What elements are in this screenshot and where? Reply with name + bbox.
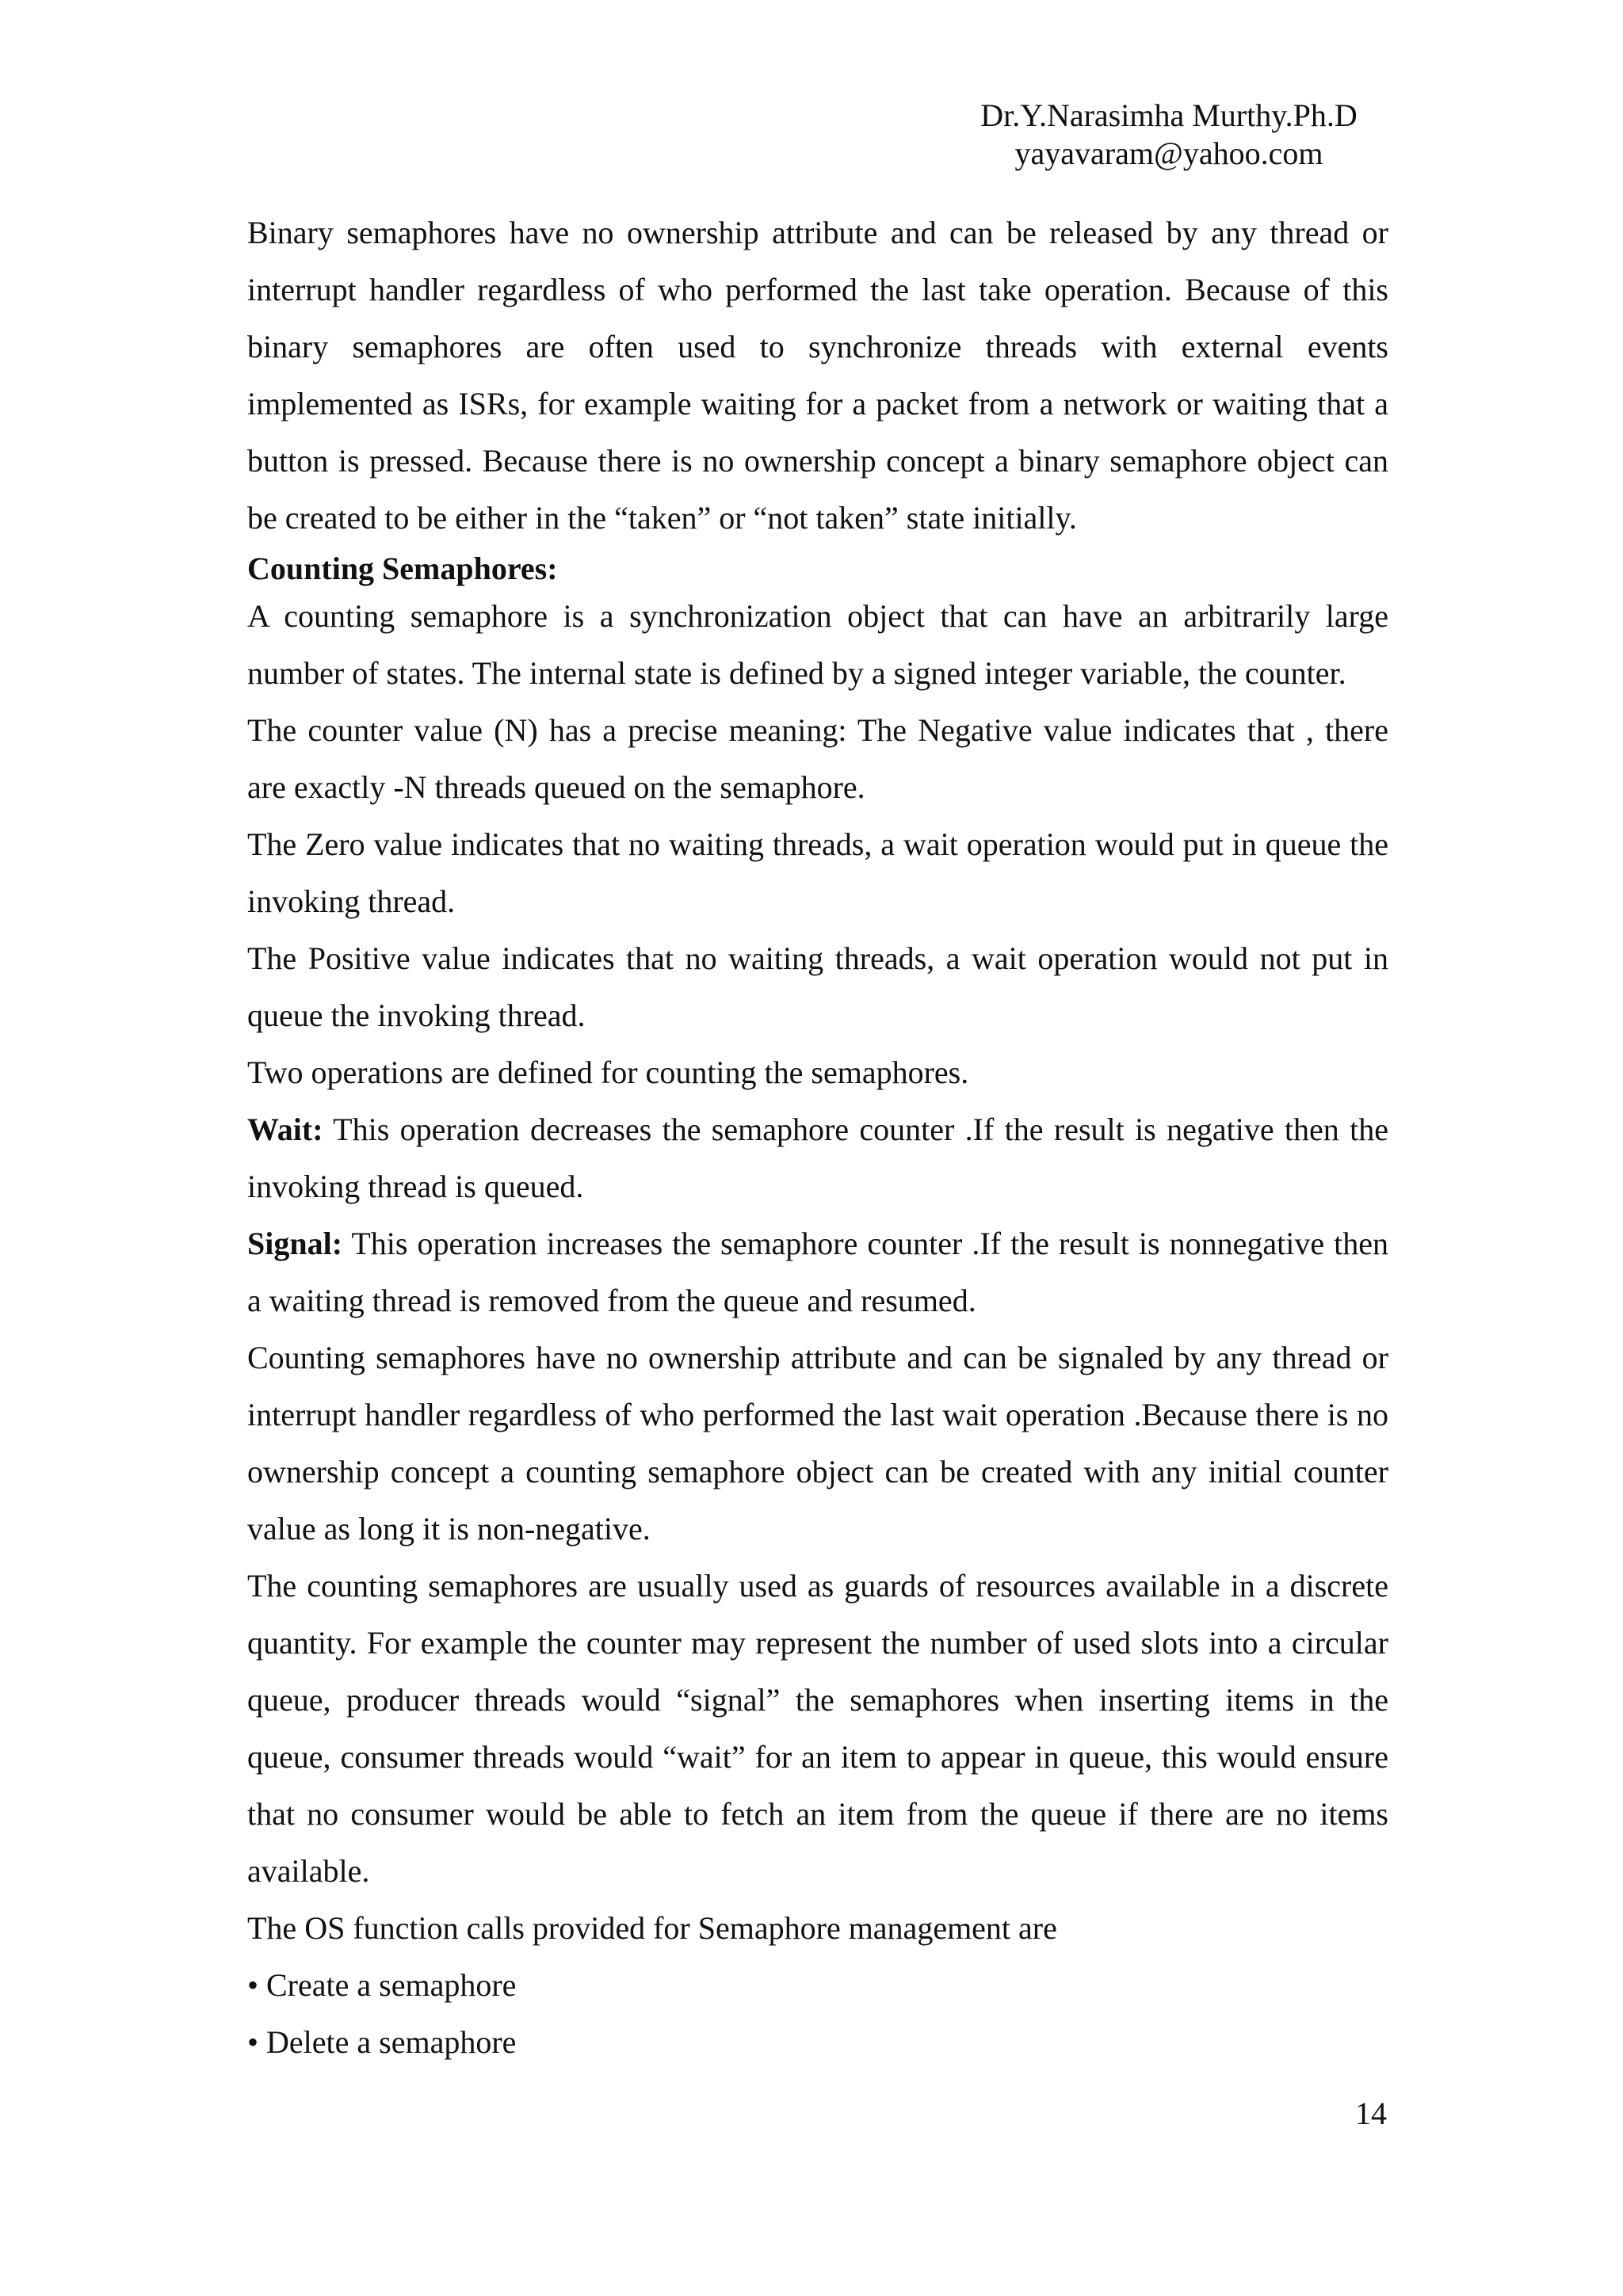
paragraph-binary-semaphores: Binary semaphores have no ownership attribute and can be released by any thread or interrupt handler regardless of who performed the last take operation. Because of this binary semaphores are often used to synchronize threads with external events implemented as ISRs, for example waiting for a packet from a network or waiting that a button is pressed. Because there is no ownership concept a binary semaphore object can be created to be either in the “taken” or “not taken” state initially. bbox=[247, 215, 1388, 536]
body-text bbox=[247, 204, 1388, 2071]
wait-description: This operation decreases the semaphore counter .If the result is negative then the invoking thread is queued. bbox=[247, 1112, 1388, 1204]
paragraph-os-function-calls: The OS function calls provided for Semaphore management are bbox=[247, 1910, 1057, 1946]
author-email: yayavaram@yahoo.com bbox=[1014, 135, 1323, 171]
paragraph-counting-definition: A counting semaphore is a synchronization object that can have an arbitrarily large number of states. The internal state is defined by a signed integer variable, the counter. bbox=[247, 598, 1388, 691]
paragraph-zero-value: The Zero value indicates that no waiting threads, a wait operation would put in queue the invoking thread. bbox=[247, 826, 1388, 919]
section-heading-counting-semaphores: Counting Semaphores: bbox=[247, 551, 558, 586]
paragraph-counter-meaning: The counter value (N) has a precise meaning: The Negative value indicates that , there are exactly -N threads queued on the semaphore. bbox=[247, 712, 1388, 805]
page-number: 14 bbox=[1355, 2096, 1387, 2131]
paragraph-resource-guards: The counting semaphores are usually used as guards of resources available in a discrete quantity. For example the counter may represent the number of used slots into a circular queue, producer threads would “signal” the semaphores when inserting items in the queue, consumer threads would “wait” for an item to appear in queue, this would ensure that no consumer would be able to fetch an item from the queue if there are no items available. bbox=[247, 1568, 1388, 1889]
list-item-create-semaphore: • Create a semaphore bbox=[247, 1967, 517, 2003]
semaphore-function-list bbox=[247, 1957, 1388, 2071]
paragraph-signal-operation bbox=[247, 1215, 1388, 1329]
page-header bbox=[935, 97, 1403, 173]
wait-label: Wait: bbox=[247, 1112, 323, 1147]
paragraph-wait-operation bbox=[247, 1101, 1388, 1215]
paragraph-positive-value: The Positive value indicates that no waiting threads, a wait operation would not put in queue the invoking thread. bbox=[247, 940, 1388, 1033]
paragraph-two-operations: Two operations are defined for counting the semaphores. bbox=[247, 1055, 969, 1090]
author-name: Dr.Y.Narasimha Murthy.Ph.D bbox=[980, 97, 1358, 133]
list-item-delete-semaphore: • Delete a semaphore bbox=[247, 2024, 517, 2060]
signal-label: Signal: bbox=[247, 1226, 343, 1261]
paragraph-ownership: Counting semaphores have no ownership attribute and can be signaled by any thread or interrupt handler regardless of who performed the last wait operation .Because there is no ownership concept a counting semaphore object can be created with any initial counter value as long it is non-negative. bbox=[247, 1340, 1388, 1547]
signal-description: This operation increases the semaphore counter .If the result is nonnegative then a waiting thread is removed from the queue and resumed. bbox=[247, 1226, 1388, 1318]
